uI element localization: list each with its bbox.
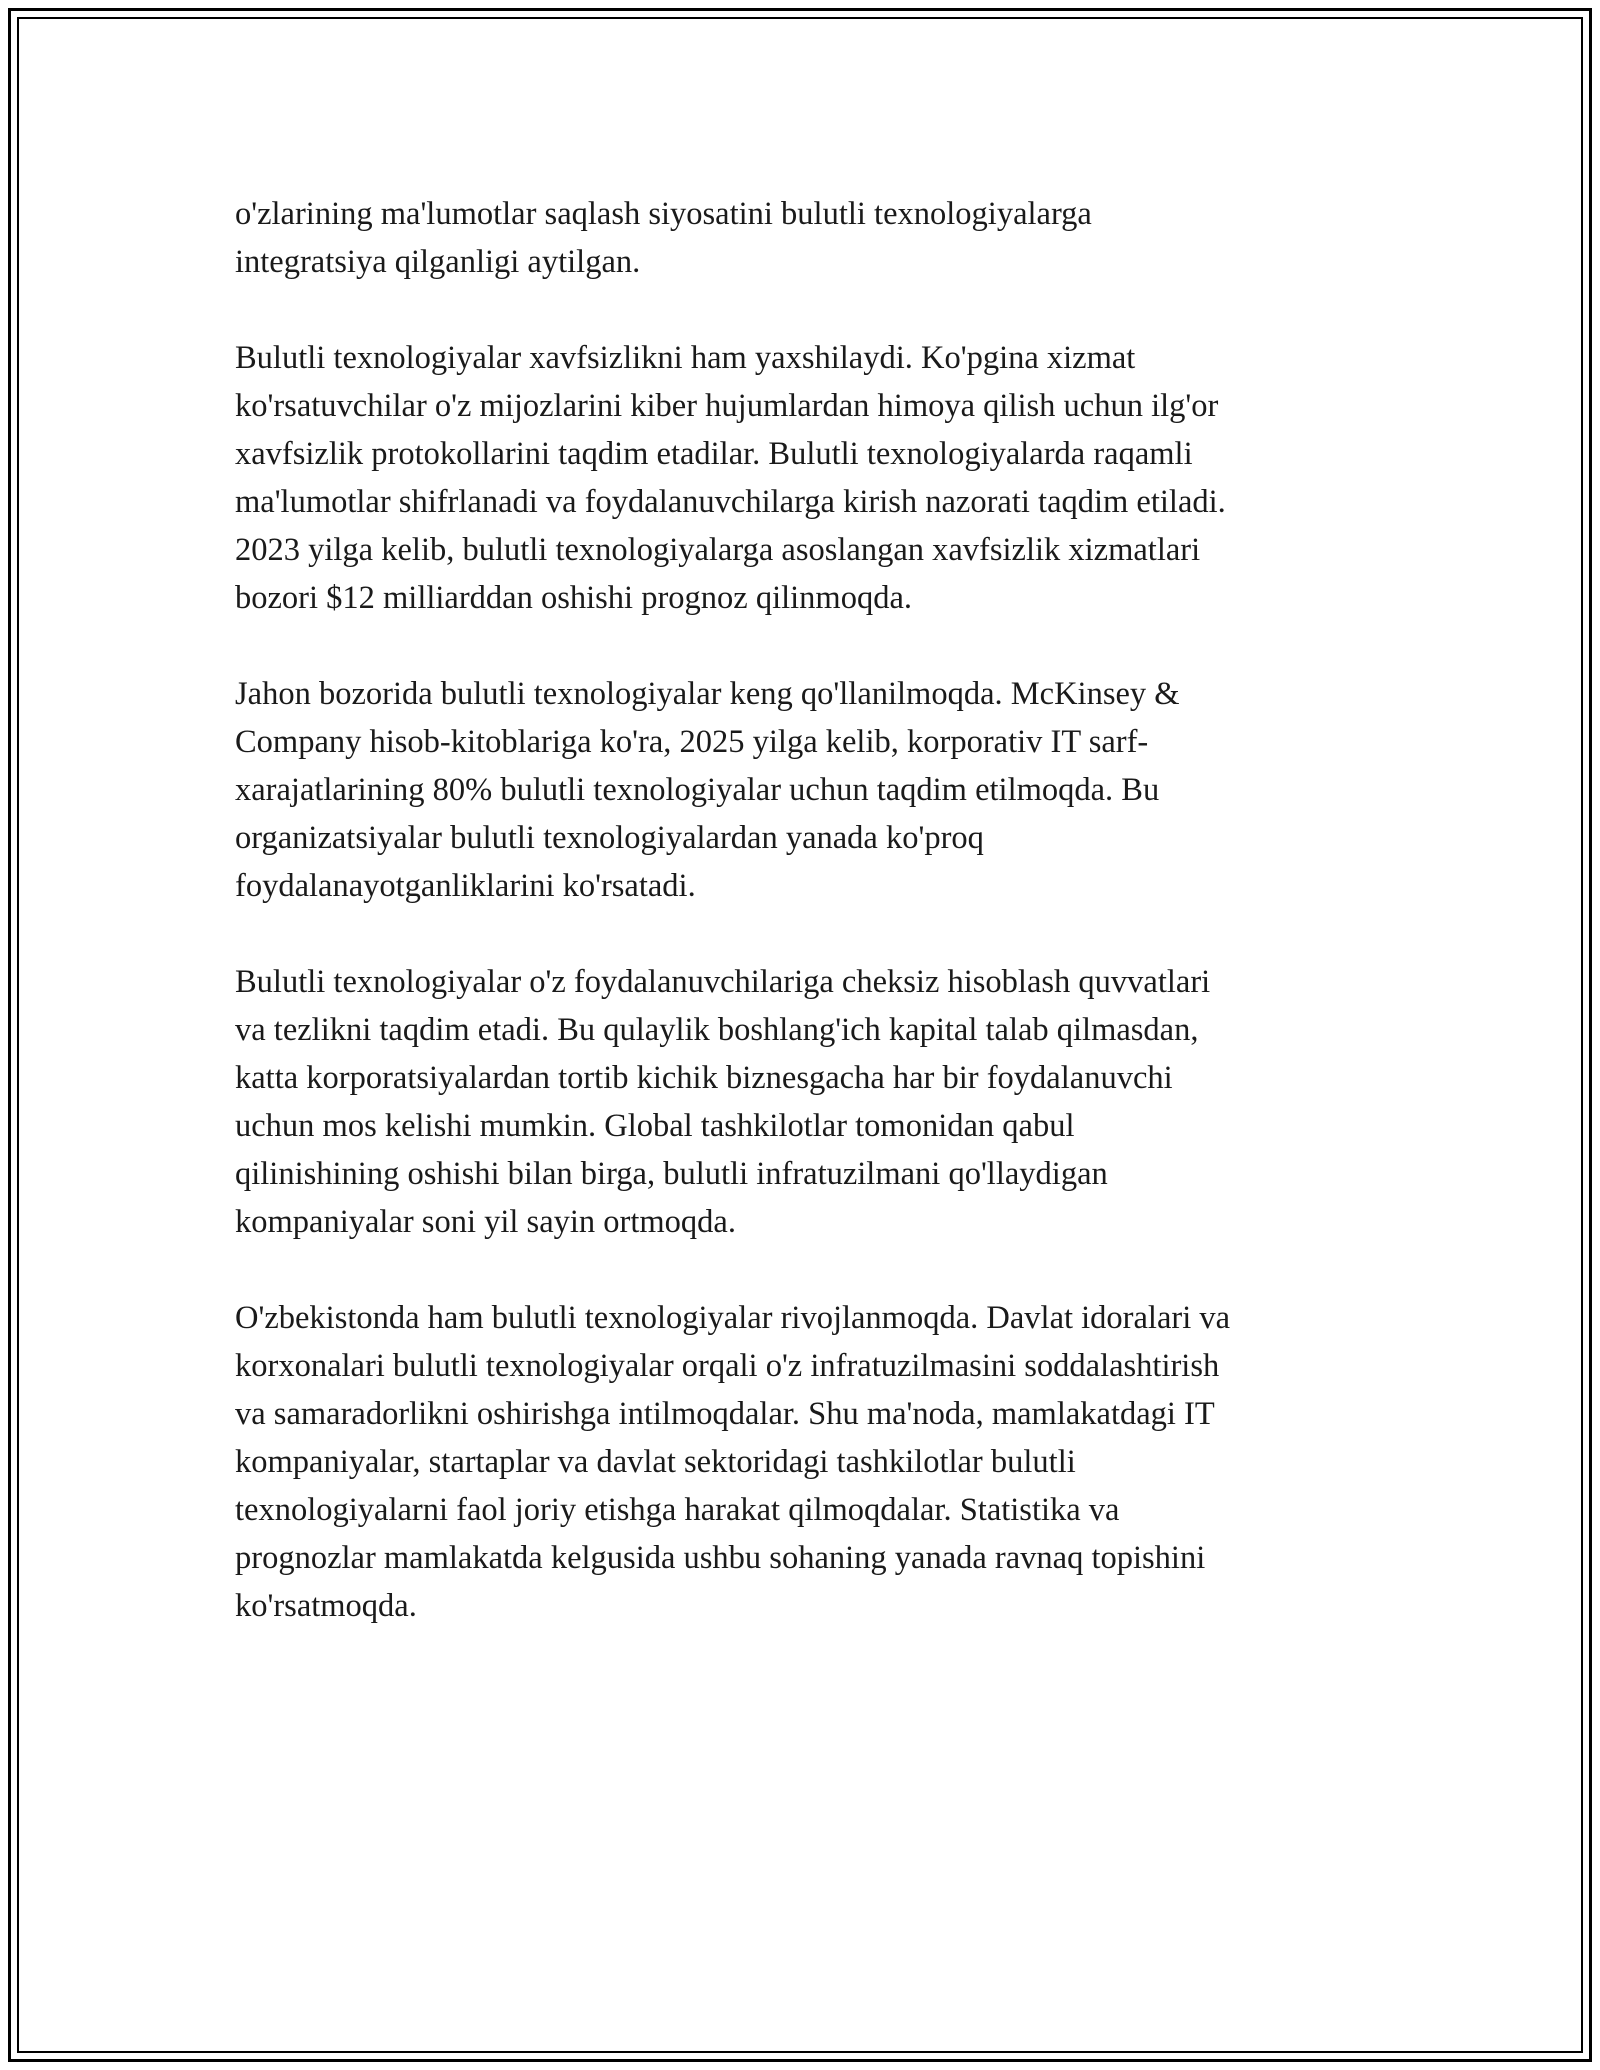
paragraph: o'zlarining ma'lumotlar saqlash siyosatini bulutli texnologiyalarga integratsiya qilganligi aytilgan. (235, 196, 1092, 280)
paragraph: O'zbekistonda ham bulutli texnologiyalar rivojlanmoqda. Davlat idoralari va korxonalari bulutli texnologiyalar orqali o'z infratuzilmasini soddalashtirish va samaradorlikni oshirishga intilmoqdalar. Shu ma'noda, mamlakatdagi IT kompaniyalar, startaplar va davlat sektoridagi tashkilotlar bulutli texnologiyalarni faol joriy etishga harakat qilmoqdalar. Statistika va prognozlar mamlakatda kelgusida ushbu sohaning yanada ravnaq topishini ko'rsatmoqda. (235, 1300, 1231, 1624)
paragraph: Jahon bozorida bulutli texnologiyalar keng qo'llanilmoqda. McKinsey & Company hisob-kitoblariga ko'ra, 2025 yilga kelib, korporativ IT sarf- xarajatlarining 80% bulutli texnologiyalar uchun taqdim etilmoqda. Bu organizatsiyalar bulutli texnologiyalardan yanada ko'proq foydalanayotganliklarini ko'rsatadi. (235, 676, 1180, 904)
document-body (235, 190, 1375, 1678)
paragraph: Bulutli texnologiyalar o'z foydalanuvchilariga cheksiz hisoblash quvvatlari va tezlikni taqdim etadi. Bu qulaylik boshlang'ich kapital talab qilmasdan, katta korporatsiyalardan tortib kichik biznesgacha har bir foydalanuvchi uchun mos kelishi mumkin. Global tashkilotlar tomonidan qabul qilinishining oshishi bilan birga, bulutli infratuzilmani qo'llaydigan kompaniyalar soni yil sayin ortmoqda. (235, 964, 1211, 1240)
paragraph: Bulutli texnologiyalar xavfsizlikni ham yaxshilaydi. Ko'pgina xizmat ko'rsatuvchilar o'z mijozlarini kiber hujumlardan himoya qilish uchun ilg'or xavfsizlik protokollarini taqdim etadilar. Bulutli texnologiyalarda raqamli ma'lumotlar shifrlanadi va foydalanuvchilarga kirish nazorati taqdim etiladi. 2023 yilga kelib, bulutli texnologiyalarga asoslangan xavfsizlik xizmatlari bozori $12 milliarddan oshishi prognoz qilinmoqda. (235, 340, 1226, 616)
